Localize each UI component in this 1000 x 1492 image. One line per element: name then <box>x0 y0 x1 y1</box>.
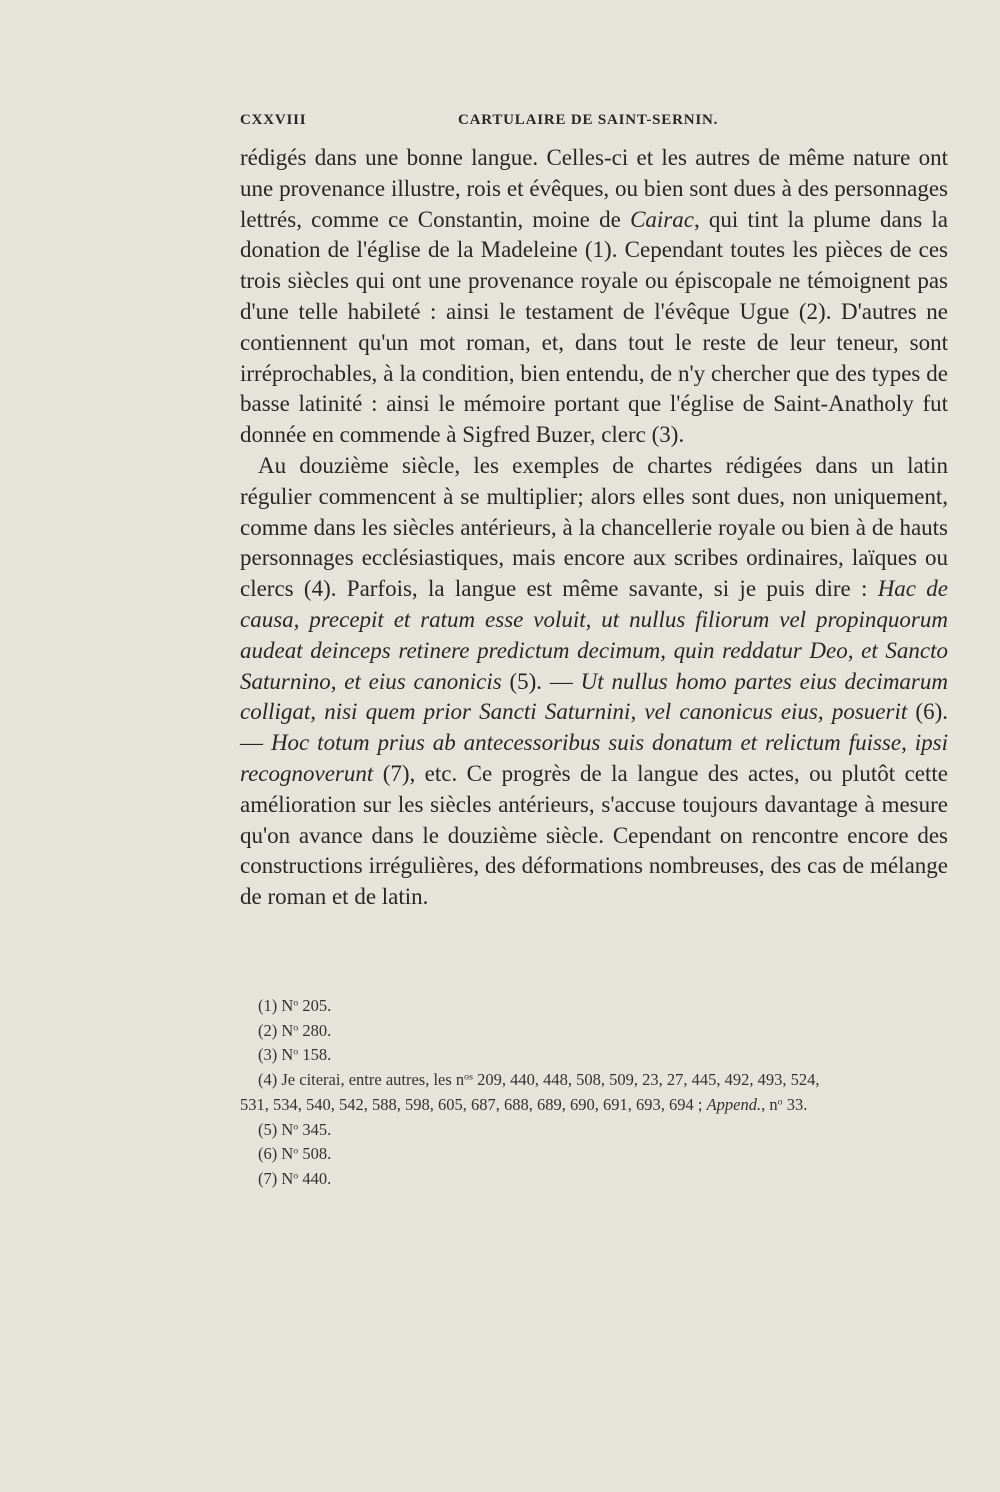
footnote-sup: o <box>293 1046 299 1058</box>
paragraph-1 <box>240 143 948 451</box>
footnote-mark: (2) <box>258 1020 278 1040</box>
footnote-text: 209, 440, 448, 508, 509, 23, 27, 445, 492, 493, 524, <box>477 1070 820 1090</box>
italic-run: Cairac <box>630 206 694 232</box>
footnote-number: 280. <box>302 1020 332 1040</box>
footnote-sup: o <box>293 1170 299 1182</box>
footnote-1 <box>258 994 948 1019</box>
footnote-mark: (4) <box>258 1070 278 1090</box>
footnote-text: N <box>281 1144 294 1164</box>
text-run: (7), etc. Ce progrès de la langue des actes, ou plutôt cette amélioration sur les siècles antérieurs, s'accuse toujours davantage à mesure qu'on avance dans le douzième siècle. Cependant on rencontre encore des constructions irrégulières, des déformations nombreuses, des cas de mélange de roman et de latin. <box>240 760 948 910</box>
footnote-sup: o <box>293 1145 299 1157</box>
footnote-mark: (1) <box>258 996 278 1015</box>
footnote-italic: Append. <box>706 1094 762 1114</box>
text-run: (5). — <box>501 668 581 694</box>
footnote-mark: (5) <box>258 1119 278 1139</box>
footnote-mark: (3) <box>258 1045 278 1065</box>
text-run: (6). — <box>240 699 948 756</box>
footnote-number: 205. <box>302 996 332 1015</box>
footnote-number: 508. <box>302 1144 332 1164</box>
text-run: , qui tint la plume dans la donation de l'église de la Madeleine (1). Cependant toutes les pièces de ces trois siècles qui ont une provenance royale ou épiscopale ne témoignent pas d'une telle habileté : ainsi le testament de l'évêque Ugue (2). D'autres ne contiennent qu'un mot roman, et, dans tout le reste de leur teneur, sont irréprochables, à la condition, bien entendu, de n'y chercher que des types de basse latinité : ainsi le mémoire portant que l'église de Saint-Anatholy fut donnée en commende à Sigfred Buzer, clerc (3). <box>240 206 948 448</box>
footnote-2 <box>258 1019 948 1044</box>
folio-number: CXXVIII <box>240 112 307 128</box>
footnote-7 <box>258 1167 948 1192</box>
footnote-text: N <box>281 1168 294 1188</box>
running-title: CARTULAIRE DE SAINT-SERNIN. <box>458 112 719 128</box>
footnote-3 <box>258 1043 948 1068</box>
footnote-text: N <box>281 996 294 1015</box>
text-run: Au douzième siècle, les exemples de chartes rédigées dans un latin régulier commencent à se multiplier; alors elles sont dues, non uniquement, comme dans les siècles antérieurs, à la chancellerie royale ou bien à de hauts personnages ecclésiastiques, mais encore aux scribes ordinaires, laïques ou clercs (4). Parfois, la langue est même savante, si je puis dire : <box>240 452 948 602</box>
footnote-sup: o <box>777 1096 783 1108</box>
footnote-text: Je citerai, entre autres, les n <box>281 1070 465 1090</box>
footnote-number: 345. <box>302 1119 332 1139</box>
footnote-4-continuation <box>240 1093 948 1118</box>
footnote-text: , n <box>761 1094 778 1114</box>
latin-quote-1: Hac de causa, precepit et ratum esse voluit, ut nullus filiorum vel propinquorum audeat deinceps retinere predictum decimum, quin reddatur Deo, et Sancto Saturnino, et eius canonicis <box>240 576 949 694</box>
footnote-sup: o <box>293 1121 299 1133</box>
footnotes <box>240 994 948 1192</box>
footnote-5 <box>258 1118 948 1143</box>
paragraph-2 <box>240 451 948 913</box>
main-text <box>240 143 948 913</box>
latin-quote-3: Hoc totum prius ab antecessoribus suis donatum et relictum fuisse, ipsi recognoverunt <box>240 730 949 786</box>
footnote-text: 33. <box>782 1094 808 1114</box>
footnote-4 <box>240 1068 948 1117</box>
footnote-text: N <box>281 1020 294 1040</box>
footnote-text: N <box>281 1045 294 1065</box>
footnote-sup: o <box>293 1022 299 1034</box>
footnote-number: 440. <box>302 1168 332 1188</box>
footnote-6 <box>258 1142 948 1167</box>
text-run: rédigés dans une bonne langue. Celles-ci et les autres de même nature ont une provenance illustre, rois et évêques, ou bien sont dues à des personnages lettrés, comme ce Constantin, moine de <box>240 145 948 232</box>
footnote-sup: o <box>293 997 299 1009</box>
latin-quote-2: Ut nullus homo partes eius decimarum colligat, nisi quem prior Sancti Saturnini, vel canonicus eius, posuerit <box>240 668 948 725</box>
footnote-mark: (7) <box>258 1168 278 1188</box>
footnote-number: 158. <box>302 1045 332 1065</box>
footnote-sup: os <box>464 1071 473 1083</box>
footnote-mark: (6) <box>258 1144 278 1164</box>
footnote-text: N <box>281 1119 294 1139</box>
footnote-text: 531, 534, 540, 542, 588, 598, 605, 687, 688, 689, 690, 691, 693, 694 ; <box>240 1094 707 1114</box>
